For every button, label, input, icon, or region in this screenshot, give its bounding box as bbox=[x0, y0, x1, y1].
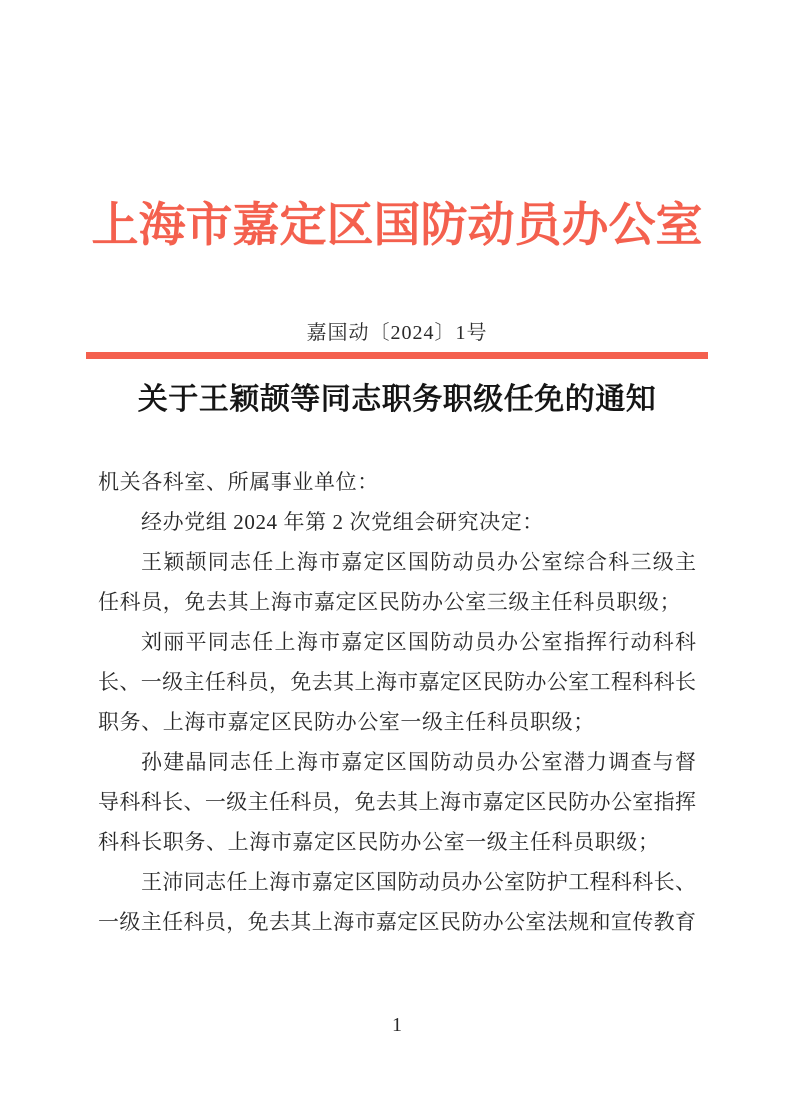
body-line-5: 刘丽平同志任上海市嘉定区国防动员办公室指挥行动科科 bbox=[141, 630, 696, 654]
page-number: 1 bbox=[392, 1014, 402, 1036]
body-line-6: 长、一级主任科员，免去其上海市嘉定区民防办公室工程科科长 bbox=[98, 670, 696, 694]
body-line-8: 孙建晶同志任上海市嘉定区国防动员办公室潜力调查与督 bbox=[141, 750, 696, 774]
body-line-10: 科科长职务、上海市嘉定区民防办公室一级主任科员职级； bbox=[98, 830, 660, 854]
body-line-3: 王颖颉同志任上海市嘉定区国防动员办公室综合科三级主 bbox=[141, 550, 696, 574]
letterhead-org-title: 上海市嘉定区国防动员办公室 bbox=[91, 200, 703, 252]
red-divider-line bbox=[86, 352, 708, 359]
document-title: 关于王颖颉等同志职务职级任免的通知 bbox=[137, 383, 657, 416]
body-line-12: 一级主任科员，免去其上海市嘉定区民防办公室法规和宣传教育 bbox=[98, 910, 696, 934]
document-number: 嘉国动〔2024〕1号 bbox=[306, 322, 488, 344]
body-line-11: 王沛同志任上海市嘉定区国防动员办公室防护工程科科长、 bbox=[141, 870, 696, 894]
body-line-4: 任科员，免去其上海市嘉定区民防办公室三级主任科员职级； bbox=[98, 590, 682, 614]
body-line-salutation: 机关各科室、所属事业单位： bbox=[98, 470, 379, 494]
body-line-9: 导科科长、一级主任科员，免去其上海市嘉定区民防办公室指挥 bbox=[98, 790, 696, 814]
document-body bbox=[98, 462, 696, 942]
body-line-7: 职务、上海市嘉定区民防办公室一级主任科员职级； bbox=[98, 710, 595, 734]
body-line-decision: 经办党组 2024 年第 2 次党组会研究决定： bbox=[141, 510, 544, 534]
